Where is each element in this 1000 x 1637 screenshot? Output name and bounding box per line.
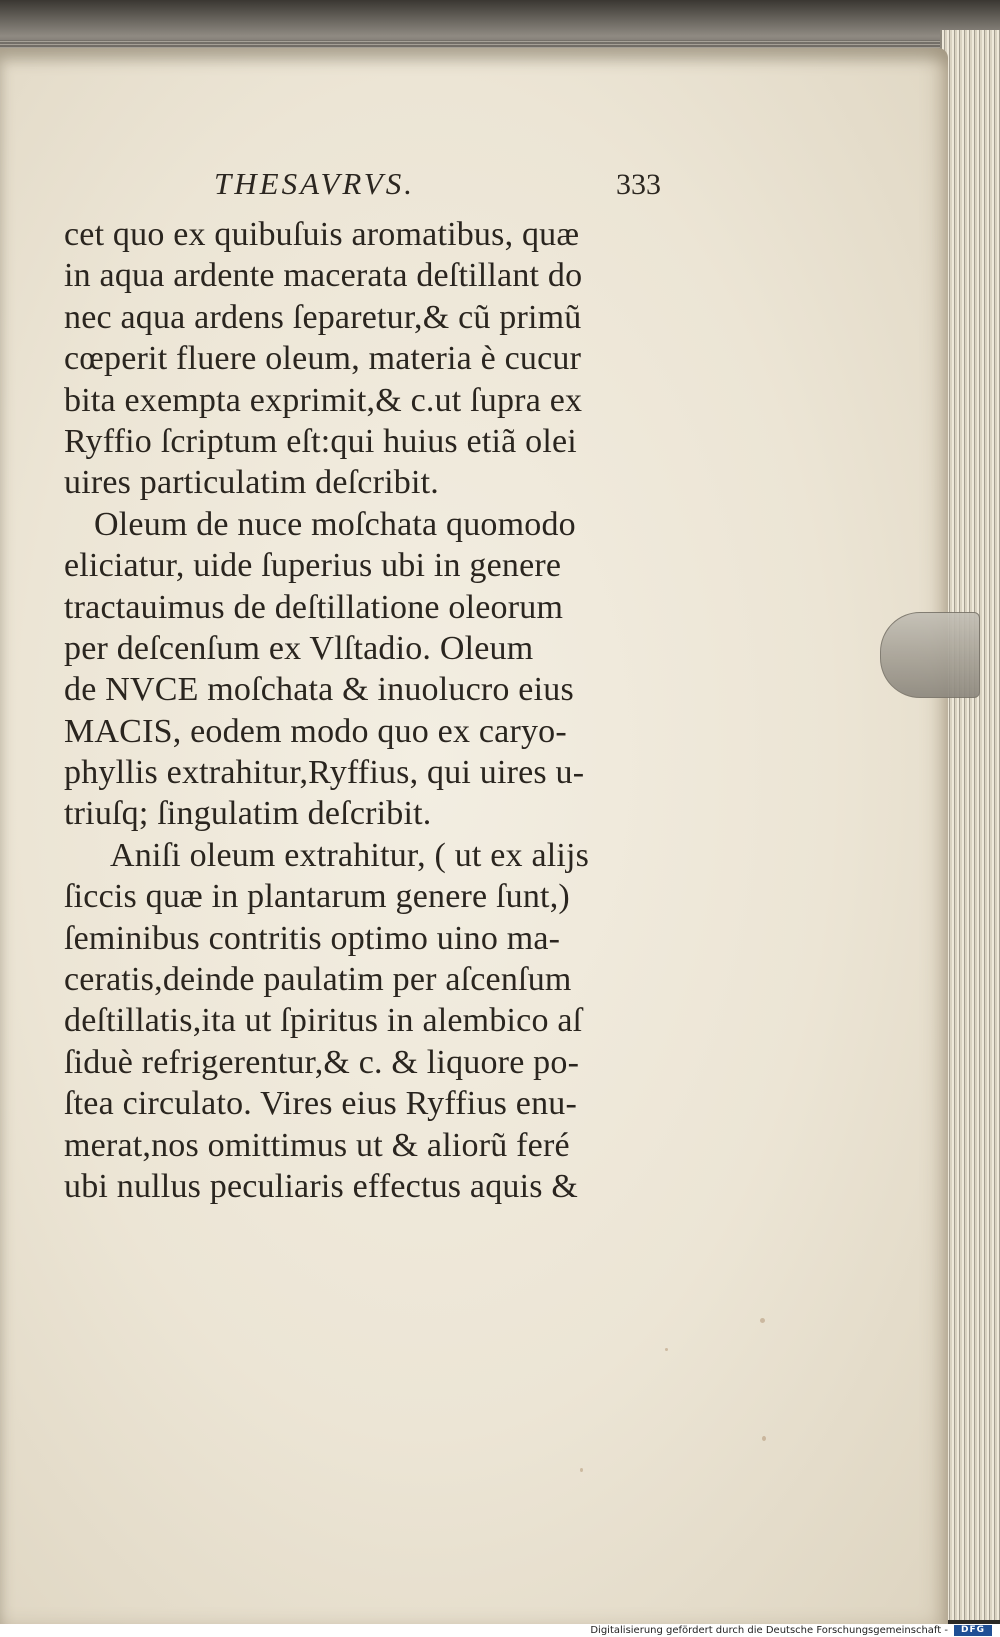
- text-line: ceratis,deinde paulatim per aſcenſum: [64, 961, 572, 999]
- text-line: bita exempta exprimit,& c.ut ſupra ex: [64, 381, 583, 419]
- text-line: per deſcenſum ex Vlſtadio. Oleum: [64, 629, 534, 667]
- text-line: eliciatur, uide ſuperius ubi in genere: [64, 547, 562, 585]
- page-stain: [580, 1468, 583, 1472]
- page-stack-edge: [940, 30, 1000, 1620]
- text-line: ſeminibus contritis optimo uino ma-: [64, 919, 561, 957]
- text-line: merat,nos omittimus ut & aliorũ feré: [64, 1126, 570, 1164]
- text-line: ubi nullus peculiaris effectus aquis &: [64, 1167, 579, 1205]
- text-line: triuſq; ſingulatim deſcribit.: [64, 795, 432, 833]
- dfg-logo-icon: DFG: [954, 1625, 992, 1636]
- text-line: ſiduè refrigerentur,& c. & liquore po-: [64, 1043, 580, 1081]
- text-line: nec aqua ardens ſeparetur,& cũ primũ: [64, 298, 582, 336]
- text-line: Oleum de nuce moſchata quomodo: [94, 505, 576, 543]
- text-line: deſtillatis,ita ut ſpiritus in alembico aſ: [64, 1002, 583, 1040]
- text-line: MACIS, eodem modo quo ex caryo-: [64, 712, 567, 750]
- text-block: [64, 162, 694, 1207]
- page-stain: [665, 1348, 668, 1351]
- text-line: tractauimus de deſtillatione oleorum: [64, 588, 564, 626]
- running-head: [64, 162, 694, 214]
- digitization-footer: [0, 1624, 1000, 1637]
- body-text: [64, 214, 694, 1207]
- text-line: cet quo ex quibuſuis aromatibus, quæ: [64, 216, 580, 253]
- text-line: de NVCE moſchata & inuolucro eius: [64, 671, 574, 709]
- text-line: Ryffio ſcriptum eſt:qui huius etiã olei: [64, 422, 577, 460]
- page-number: 333: [616, 168, 661, 201]
- text-line: ſiccis quæ in plantarum genere ſunt,): [64, 878, 570, 916]
- running-head-title: THESAVRVS.: [214, 166, 415, 201]
- text-line: ſtea circulato. Vires eius Ryffius enu-: [64, 1085, 578, 1123]
- text-line: cœperit fluere oleum, materia è cucur: [64, 340, 582, 378]
- text-line: Aniſi oleum extrahitur, ( ut ex alijs: [110, 836, 590, 874]
- text-line: uires particulatim deſcribit.: [64, 464, 439, 502]
- funding-credit: Digitalisierung gefördert durch die Deutsche Forschungsgemeinschaft -: [590, 1625, 948, 1636]
- page-stain: [760, 1318, 765, 1323]
- page-stain: [762, 1436, 766, 1441]
- page-marker-tab: [880, 612, 980, 698]
- text-line: phyllis extrahitur,Ryffius, qui uires u-: [64, 754, 585, 792]
- text-line: in aqua ardente macerata deſtillant do: [64, 257, 583, 295]
